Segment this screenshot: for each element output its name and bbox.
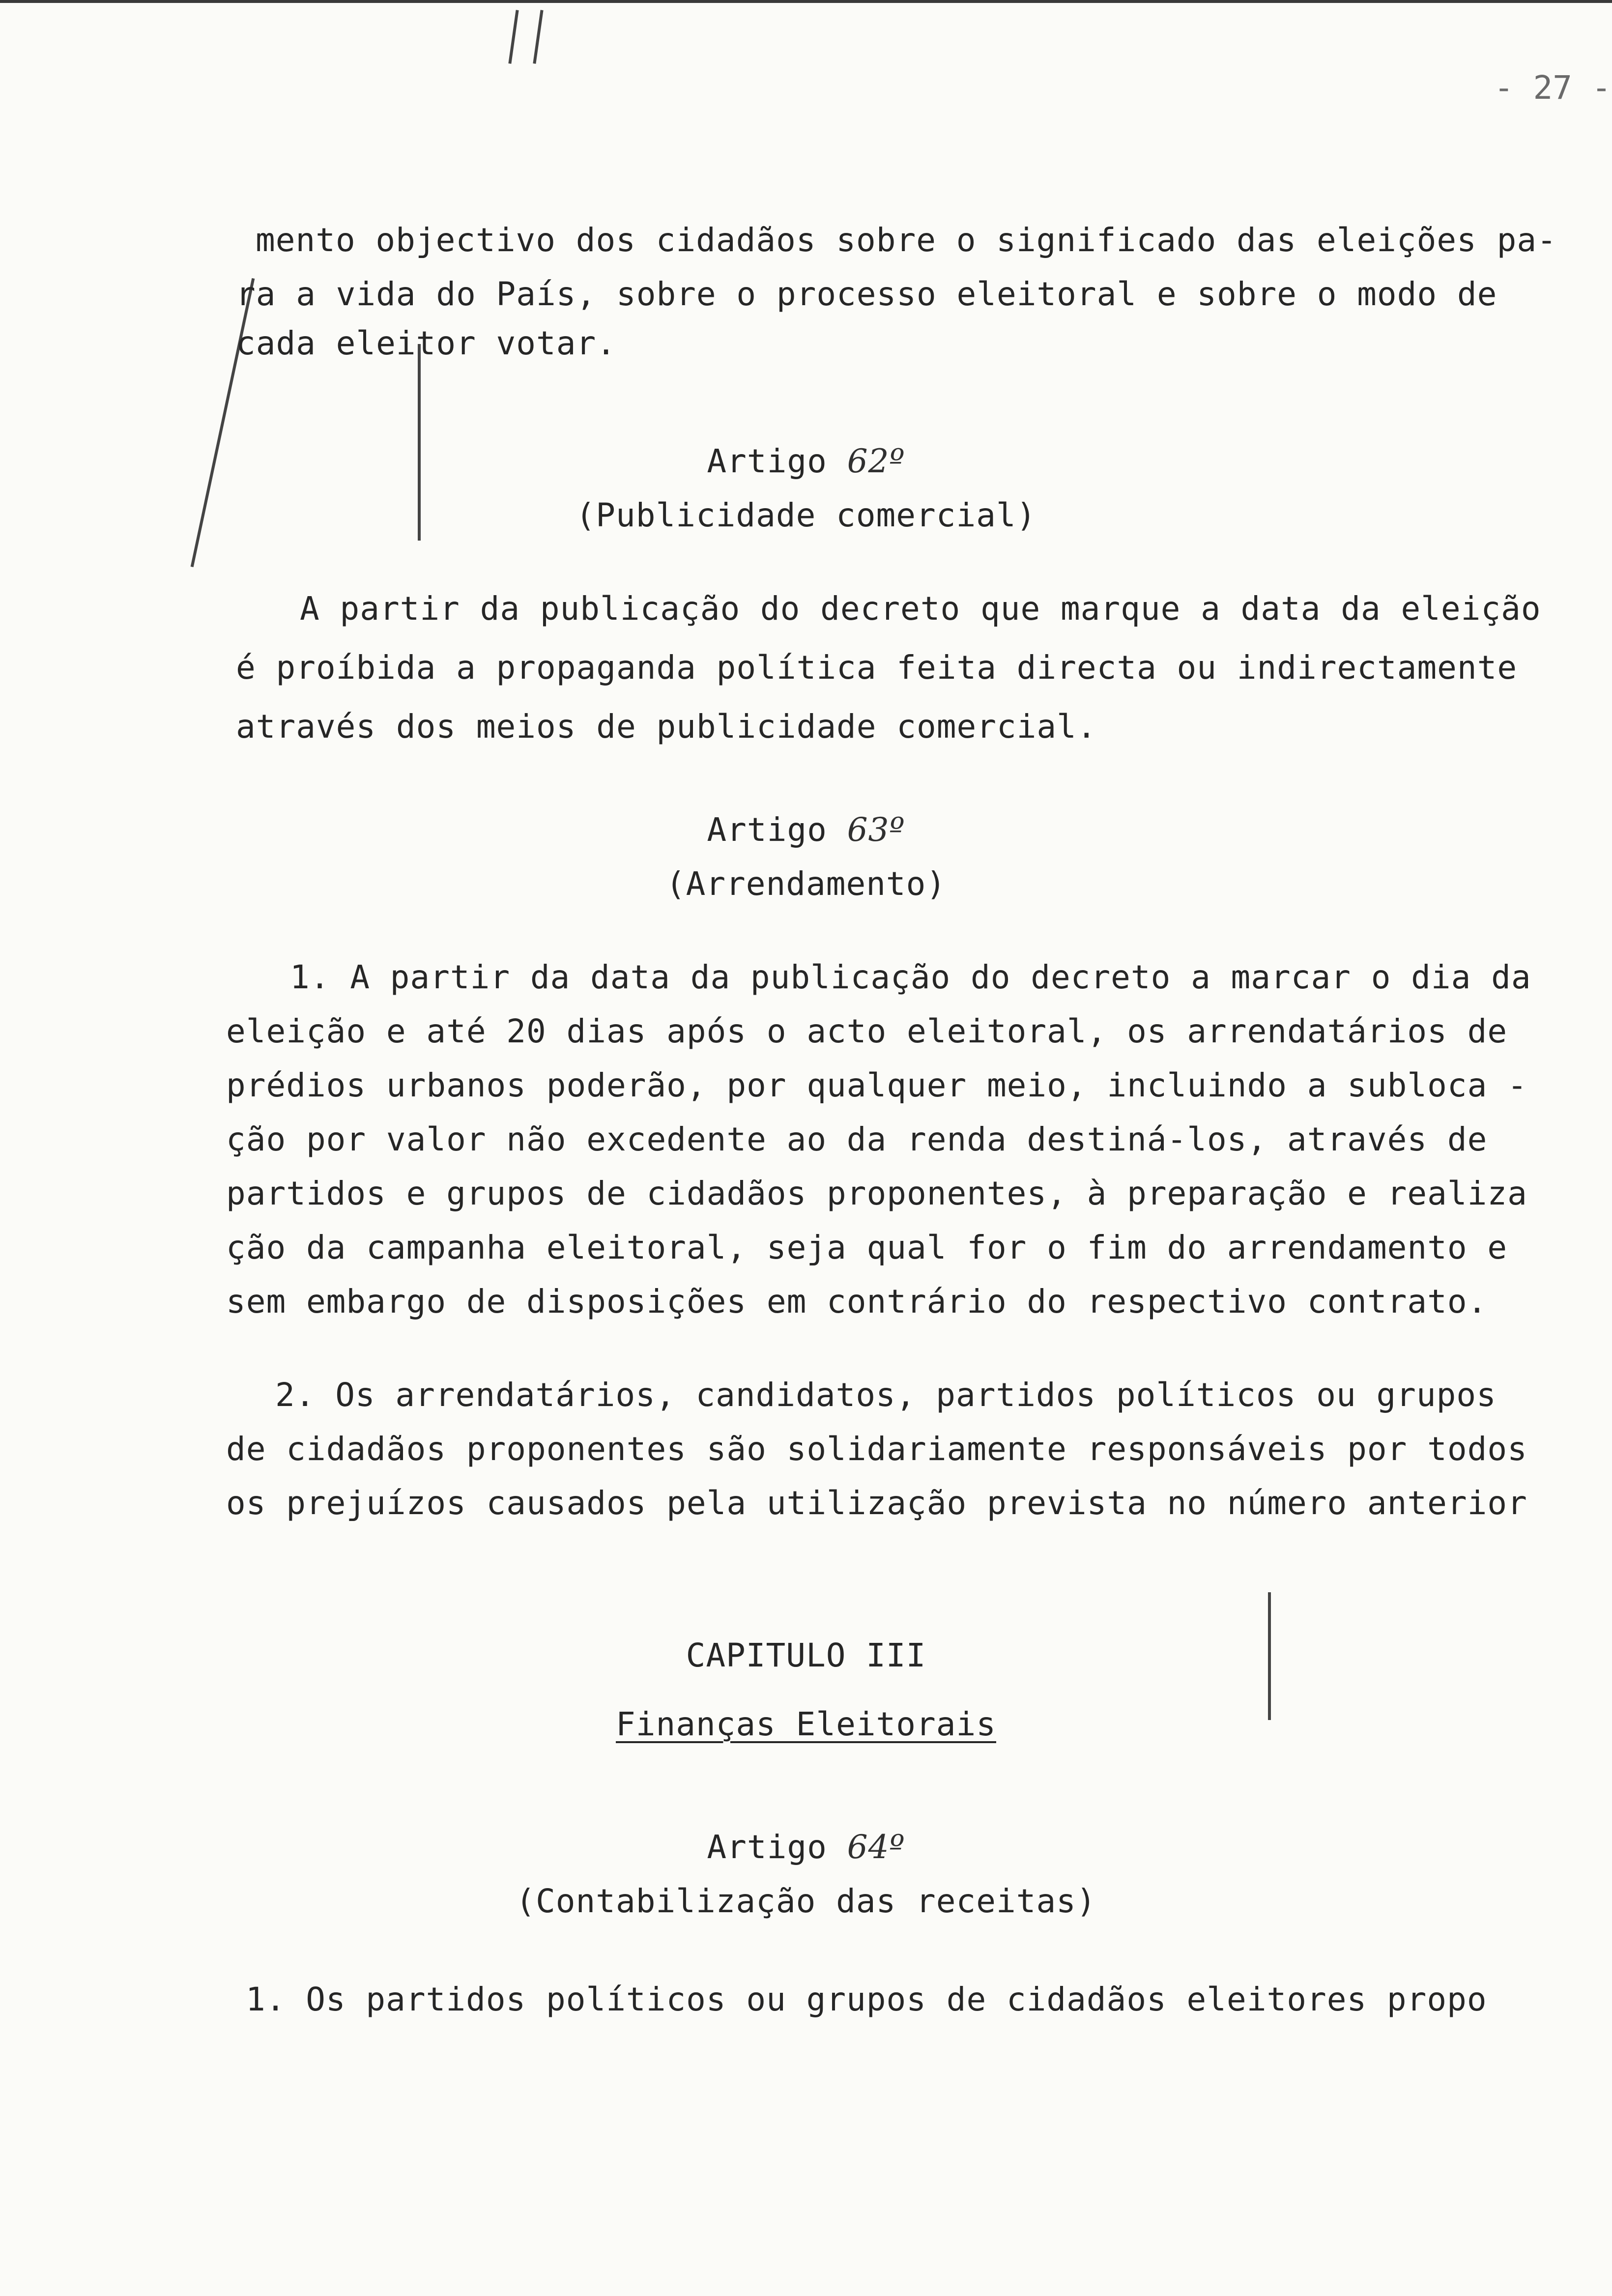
article-heading: [0, 1828, 1612, 1866]
chapter-title: [0, 1705, 1612, 1743]
margin-pen-mark: [533, 10, 543, 64]
text-line: mento objectivo dos cidadãos sobre o significado das eleições pa-: [256, 221, 1557, 259]
article-label: Artigo: [707, 442, 827, 480]
article-heading: [0, 442, 1612, 480]
text-line: ção por valor não excedente ao da renda destiná-los, através de: [226, 1120, 1488, 1158]
text-line: cada eleitor votar.: [236, 324, 616, 362]
text-line: sem embargo de disposições em contrário do respectivo contrato.: [226, 1283, 1488, 1320]
text-line: ção da campanha eleitoral, seja qual for o fim do arrendamento e: [226, 1229, 1508, 1266]
text-line: A partir da publicação do decreto que marque a data da eleição: [300, 590, 1541, 628]
chapter-label: CAPITULO III: [686, 1636, 926, 1674]
text-line: ra a vida do País, sobre o processo eleitoral e sobre o modo de: [236, 275, 1497, 313]
article-heading: [0, 811, 1612, 849]
text-line: eleição e até 20 dias após o acto eleitoral, os arrendatários de: [226, 1012, 1508, 1050]
chapter-title-text: Finanças Eleitorais: [616, 1705, 996, 1743]
margin-pen-mark: [508, 10, 518, 64]
handwritten-article-number: 62º: [847, 442, 905, 480]
text-line: através dos meios de publicidade comercial.: [236, 708, 1097, 746]
text-line: prédios urbanos poderão, por qualquer meio, incluindo a subloca -: [226, 1066, 1527, 1104]
article-label: Artigo: [707, 1828, 827, 1866]
text-line: 1. Os partidos políticos ou grupos de cidadãos eleitores propo: [246, 1980, 1487, 2018]
page-number: - 27 -: [1494, 69, 1612, 107]
text-line: os prejuízos causados pela utilização prevista no número anterior: [226, 1484, 1527, 1522]
article-title: (Contabilização das receitas): [516, 1882, 1096, 1920]
page-top-border: [0, 0, 1612, 3]
text-line: 2. Os arrendatários, candidatos, partidos políticos ou grupos: [275, 1376, 1497, 1414]
handwritten-article-number: 63º: [847, 811, 905, 849]
text-line: 1. A partir da data da publicação do decreto a marcar o dia da: [290, 958, 1531, 996]
article-label: Artigo: [707, 811, 827, 849]
text-line: é proíbida a propaganda política feita directa ou indirectamente: [236, 649, 1518, 687]
article-title: (Publicidade comercial): [576, 496, 1036, 534]
text-line: partidos e grupos de cidadãos proponentes, à preparação e realiza: [226, 1175, 1527, 1212]
article-title: (Arrendamento): [665, 865, 947, 903]
text-line: de cidadãos proponentes são solidariamente responsáveis por todos: [226, 1430, 1527, 1468]
handwritten-article-number: 64º: [847, 1828, 905, 1866]
